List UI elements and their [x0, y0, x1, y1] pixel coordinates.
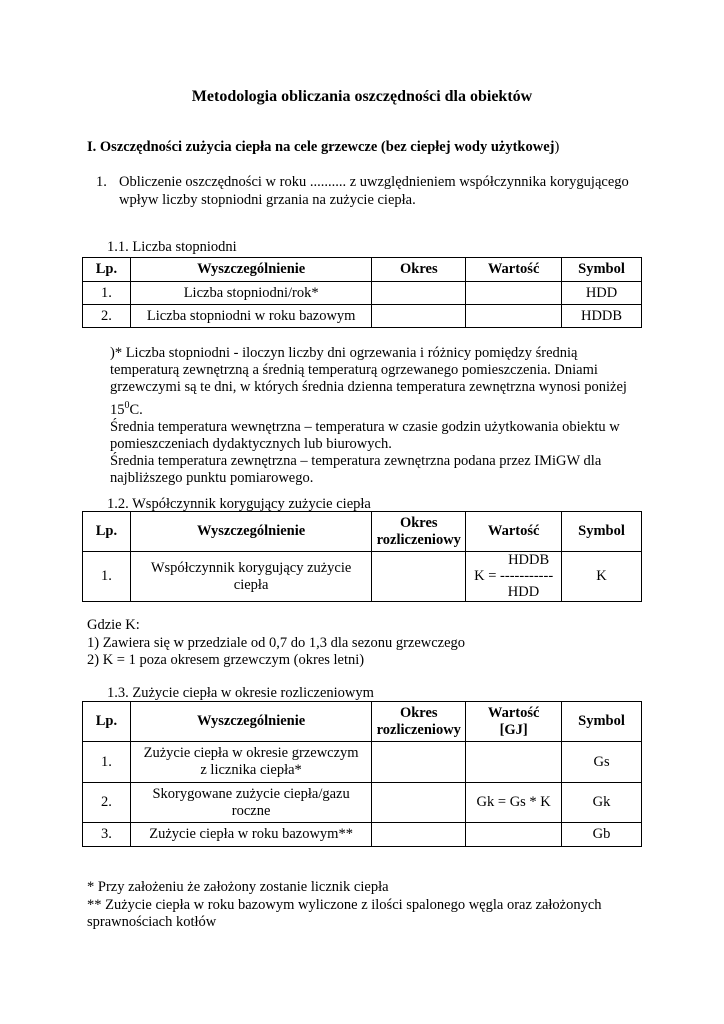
note-line: Średnia temperatura zewnętrzna – temperatura zewnętrzna podana przez IMiGW dla	[110, 453, 602, 470]
header-wartosc-line1: Wartość	[487, 704, 540, 721]
header-okres-line1: Okres	[399, 514, 438, 531]
header-lp: Lp.	[83, 702, 131, 742]
cell-wartosc	[466, 282, 562, 305]
conditions-line: Gdzie K:	[87, 617, 140, 633]
cell-name-line: ciepła	[233, 576, 269, 593]
cell-name	[130, 742, 371, 783]
header-wartosc: Wartość	[466, 512, 562, 552]
table-row	[83, 742, 642, 783]
cell-name-line: Współczynnik korygujący zużycie	[150, 559, 352, 576]
header-wartosc: Wartość	[466, 258, 562, 282]
cell-okres	[372, 282, 466, 305]
cell-name-line: roczne	[231, 802, 271, 819]
list-item-line: wpływ liczby stopniodni grzania na zużycie ciepła.	[119, 192, 416, 208]
header-wartosc-unit: [GJ]	[499, 721, 528, 738]
cell-wartosc	[466, 305, 562, 328]
cell-lp: 2.	[83, 783, 131, 823]
header-lp: Lp.	[83, 258, 131, 282]
table-header-row	[83, 702, 642, 742]
header-symbol: Symbol	[562, 512, 642, 552]
note-line: )* Liczba stopniodni - iloczyn liczby dni ogrzewania i różnicy pomiędzy średnią	[110, 345, 578, 361]
cell-name	[130, 783, 371, 823]
cell-lp: 1.	[83, 282, 131, 305]
header-wyszczegolnienie: Wyszczególnienie	[130, 702, 371, 742]
table-row	[83, 552, 642, 602]
list-item-number: 1.	[96, 174, 107, 190]
table-stopniodni	[82, 257, 642, 328]
footnote-line: ** Zużycie ciepła w roku bazowym wyliczone z ilości spalonego węgla oraz założonych	[87, 896, 602, 913]
k-formula	[474, 552, 553, 600]
subsection-1-1-label: 1.1. Liczba stopniodni	[107, 239, 237, 255]
header-okres	[372, 702, 466, 742]
conditions-line: 1) Zawiera się w przedziale od 0,7 do 1,3 dla sezonu grzewczego	[87, 634, 466, 651]
header-okres-line2: rozliczeniowy	[376, 721, 461, 738]
table-header-row	[83, 258, 642, 282]
cell-wartosc-formula	[466, 552, 562, 602]
cell-symbol: HDD	[562, 282, 642, 305]
cell-wartosc	[466, 742, 562, 783]
table-row	[83, 305, 642, 328]
conditions-line: 2) K = 1 poza okresem grzewczym (okres letni)	[87, 652, 365, 668]
header-okres-line2: rozliczeniowy	[376, 531, 461, 548]
cell-wartosc	[466, 823, 562, 847]
cell-okres	[372, 742, 466, 783]
table-header-row	[83, 512, 642, 552]
degree-sup: 0	[124, 399, 130, 411]
cell-name: Liczba stopniodni/rok*	[130, 282, 371, 305]
cell-lp: 1.	[83, 552, 131, 602]
formula-line: K = -----------	[474, 568, 554, 584]
cell-okres	[372, 305, 466, 328]
footnote-line: * Przy założeniu że założony zostanie licznik ciepła	[87, 879, 389, 895]
cell-wartosc: Gk = Gs * K	[466, 783, 562, 823]
subsection-1-2-label: 1.2. Współczynnik korygujący zużycie ciepła	[107, 496, 371, 512]
header-wyszczegolnienie: Wyszczególnienie	[130, 258, 371, 282]
section-heading	[87, 139, 559, 156]
header-lp: Lp.	[83, 512, 131, 552]
list-item-line: Obliczenie oszczędności w roku .......... z uwzględnieniem współczynnika korygującego	[119, 174, 629, 190]
note-line: temperaturą zewnętrzną a średnią temperaturą ogrzewanego pomieszczenia. Dniami	[110, 362, 598, 379]
table-wspolczynnik	[82, 511, 642, 602]
cell-name: Zużycie ciepła w roku bazowym**	[130, 823, 371, 847]
cell-symbol: HDDB	[562, 305, 642, 328]
header-wyszczegolnienie: Wyszczególnienie	[130, 512, 371, 552]
page-title: Metodologia obliczania oszczędności dla obiektów	[191, 88, 533, 105]
list-item-1	[96, 173, 656, 209]
header-symbol: Symbol	[562, 702, 642, 742]
note-line: najbliższego punktu pomiarowego.	[110, 470, 314, 487]
table-row	[83, 823, 642, 847]
note-line	[110, 397, 630, 419]
note-line: pomieszczeniach dydaktycznych lub biurowych.	[110, 435, 392, 452]
header-symbol: Symbol	[562, 258, 642, 282]
header-okres	[372, 512, 466, 552]
cell-okres	[372, 823, 466, 847]
temp-value: 15	[110, 401, 125, 418]
cell-name-line: Zużycie ciepła w okresie grzewczym	[143, 745, 359, 761]
table-row	[83, 783, 642, 823]
footnote-line: sprawnościach kotłów	[87, 914, 217, 930]
header-okres: Okres	[372, 258, 466, 282]
table-zuzycie-ciepla	[82, 701, 642, 847]
cell-symbol: K	[562, 552, 642, 602]
subsection-1-3-label: 1.3. Zużycie ciepła w okresie rozliczeniowym	[107, 685, 374, 701]
temp-unit: C.	[129, 401, 143, 418]
cell-symbol: Gb	[562, 823, 642, 847]
section-heading-text: I. Oszczędności zużycia ciepła na cele grzewcze (bez ciepłej wody użytkowej	[87, 139, 555, 155]
cell-okres	[372, 783, 466, 823]
note-line: Średnia temperatura wewnętrzna – temperatura w czasie godzin użytkowania obiektu w	[110, 418, 620, 435]
cell-okres	[372, 552, 466, 602]
note-line: grzewczymi są te dni, w których średnia dzienna temperatura zewnętrzna wynosi poniżej	[110, 379, 627, 396]
header-okres-line1: Okres	[399, 704, 438, 721]
cell-lp: 2.	[83, 305, 131, 328]
cell-name-line: Skorygowane zużycie ciepła/gazu	[152, 785, 350, 802]
cell-symbol: Gk	[562, 783, 642, 823]
cell-name: Liczba stopniodni w roku bazowym	[130, 305, 371, 328]
k-conditions	[87, 617, 465, 670]
cell-lp: 1.	[83, 742, 131, 783]
cell-lp: 3.	[83, 823, 131, 847]
note-stopniodni	[110, 345, 630, 487]
cell-name	[130, 552, 371, 602]
footnotes	[87, 879, 647, 932]
formula-denominator: HDD	[507, 584, 540, 600]
section-heading-paren: )	[554, 139, 560, 155]
header-wartosc	[466, 702, 562, 742]
formula-numerator: HDDB	[508, 552, 550, 568]
cell-symbol: Gs	[562, 742, 642, 783]
cell-name-line: z licznika ciepła*	[200, 762, 302, 778]
table-row	[83, 282, 642, 305]
list-item-text	[119, 173, 656, 209]
